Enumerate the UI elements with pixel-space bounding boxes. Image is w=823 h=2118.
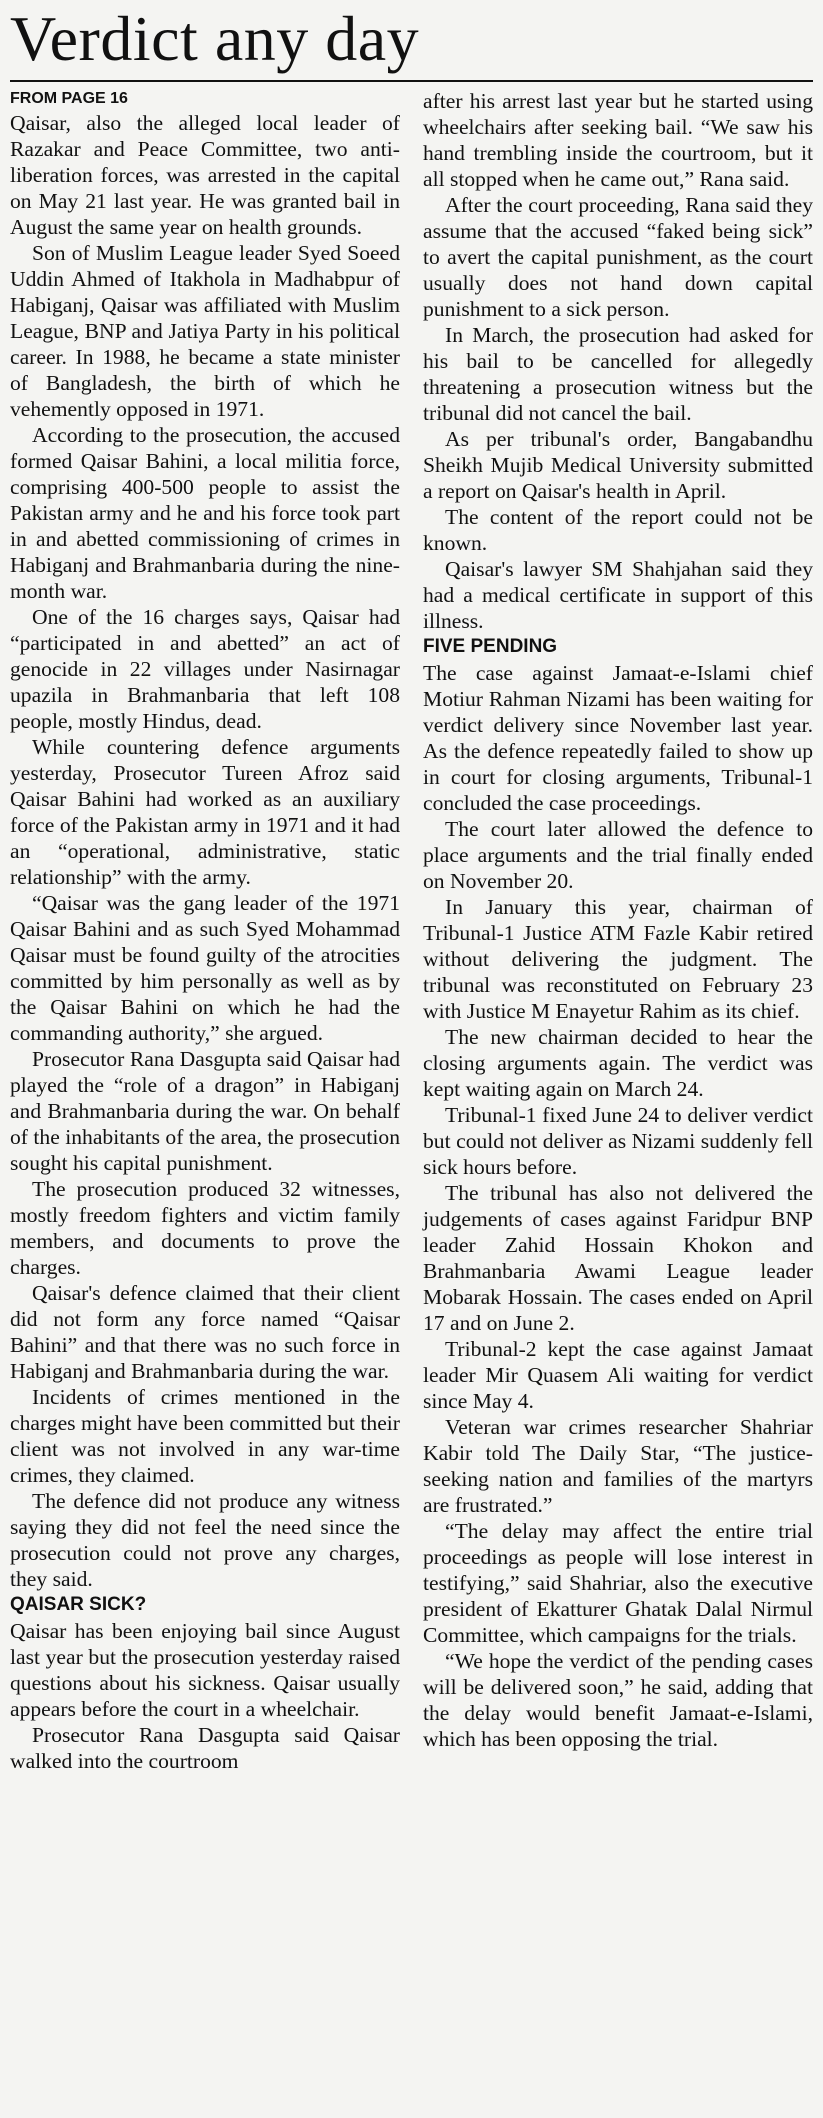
paragraph: Qaisar's defence claimed that their client did not form any force named “Qaisar Bahini” and that there was no such force in Habiganj and Brahmanbaria during the war. bbox=[10, 1281, 400, 1383]
paragraph: “The delay may affect the entire trial proceedings as people will lose interest in testifying,” said Shahriar, also the executive president of Ekatturer Ghatak Dalal Nirmul Committee, which campaigns for the trials. bbox=[423, 1519, 813, 1647]
paragraph: “Qaisar was the gang leader of the 1971 Qaisar Bahini and as such Syed Mohammad Qaisar must be found guilty of the atrocities committed by him personally as well as by the Qaisar Bahini on which he had the commanding authority,” she argued. bbox=[10, 891, 400, 1045]
paragraph: The content of the report could not be known. bbox=[423, 505, 813, 555]
paragraph: “We hope the verdict of the pending cases will be delivered soon,” he said, adding that the delay would benefit Jamaat-e-Islami, which has been opposing the trial. bbox=[423, 1649, 813, 1751]
paragraph: As per tribunal's order, Bangabandhu Sheikh Mujib Medical University submitted a report on Qaisar's health in April. bbox=[423, 427, 813, 503]
subhead-qaisar-sick: QAISAR SICK? bbox=[10, 1594, 147, 1615]
paragraph: The new chairman decided to hear the closing arguments again. The verdict was kept waiting again on March 24. bbox=[423, 1025, 813, 1101]
paragraph: Qaisar's lawyer SM Shahjahan said they had a medical certificate in support of this illness. bbox=[423, 557, 813, 633]
paragraph: The case against Jamaat-e-Islami chief Motiur Rahman Nizami has been waiting for verdict delivery since November last year. As the defence repeatedly failed to show up in court for closing arguments, Tribunal-1 concluded the case proceedings. bbox=[423, 661, 813, 815]
paragraph: Qaisar has been enjoying bail since August last year but the prosecution yesterday raised questions about his sickness. Qaisar usually appears before the court in a wheelchair. bbox=[10, 1619, 400, 1721]
paragraph: In March, the prosecution had asked for his bail to be cancelled for allegedly threatening a prosecution witness but the tribunal did not cancel the bail. bbox=[423, 323, 813, 425]
paragraph: Qaisar, also the alleged local leader of Razakar and Peace Committee, two anti-liberation forces, was arrested in the capital on May 21 last year. He was granted bail in August the same year on health grounds. bbox=[10, 111, 400, 239]
paragraph: Tribunal-2 kept the case against Jamaat leader Mir Quasem Ali waiting for verdict since May 4. bbox=[423, 1337, 813, 1413]
paragraph: While countering defence arguments yesterday, Prosecutor Tureen Afroz said Qaisar Bahini had worked as an auxiliary force of the Pakistan army in 1971 and it had an “operational, administrative, static relationship” with the army. bbox=[10, 735, 400, 889]
paragraph: Son of Muslim League leader Syed Soeed Uddin Ahmed of Itakhola in Madhabpur of Habiganj, Qaisar was affiliated with Muslim League, BNP and Jatiya Party in his political career. In 1988, he became a state minister of Bangladesh, the birth of which he vehemently opposed in 1971. bbox=[10, 241, 400, 421]
paragraph: Prosecutor Rana Dasgupta said Qaisar walked into the courtroom bbox=[10, 1723, 400, 1773]
article-body bbox=[10, 88, 813, 1774]
headline: Verdict any day bbox=[10, 3, 420, 74]
column-2 bbox=[423, 88, 813, 1774]
jump-line: FROM PAGE 16 bbox=[10, 90, 128, 107]
paragraph: after his arrest last year but he started using wheelchairs after seeking bail. “We saw his hand trembling inside the courtroom, but it all stopped when he came out,” Rana said. bbox=[423, 89, 813, 191]
paragraph: After the court proceeding, Rana said they assume that the accused “faked being sick” to avert the capital punishment, as the court usually does not hand down capital punishment to a sick person. bbox=[423, 193, 813, 321]
paragraph: The court later allowed the defence to place arguments and the trial finally ended on November 20. bbox=[423, 817, 813, 893]
paragraph: Incidents of crimes mentioned in the charges might have been committed but their client was not involved in any war-time crimes, they claimed. bbox=[10, 1385, 400, 1487]
paragraph: Prosecutor Rana Dasgupta said Qaisar had played the “role of a dragon” in Habiganj and Brahmanbaria during the war. On behalf of the inhabitants of the area, the prosecution sought his capital punishment. bbox=[10, 1047, 400, 1175]
paragraph: The prosecution produced 32 witnesses, mostly freedom fighters and victim family members, and documents to prove the charges. bbox=[10, 1177, 400, 1279]
paragraph: The defence did not produce any witness saying they did not feel the need since the prosecution could not prove any charges, they said. bbox=[10, 1489, 400, 1591]
paragraph: In January this year, chairman of Tribunal-1 Justice ATM Fazle Kabir retired without delivering the judgment. The tribunal was reconstituted on February 23 with Justice M Enayetur Rahim as its chief. bbox=[423, 895, 813, 1023]
subhead-five-pending: FIVE PENDING bbox=[423, 636, 558, 657]
column-1 bbox=[10, 88, 400, 1774]
paragraph: One of the 16 charges says, Qaisar had “participated in and abetted” an act of genocide in 22 villages under Nasirnagar upazila in Brahmanbaria that left 108 people, mostly Hindus, dead. bbox=[10, 605, 400, 733]
paragraph: Tribunal-1 fixed June 24 to deliver verdict but could not deliver as Nizami suddenly fell sick hours before. bbox=[423, 1103, 813, 1179]
headline-rule bbox=[10, 80, 813, 82]
paragraph: According to the prosecution, the accused formed Qaisar Bahini, a local militia force, comprising 400-500 people to assist the Pakistan army and he and his force took part in and abetted commissioning of crimes in Habiganj and Brahmanbaria during the nine-month war. bbox=[10, 423, 400, 603]
paragraph: Veteran war crimes researcher Shahriar Kabir told The Daily Star, “The justice-seeking nation and families of the martyrs are frustrated.” bbox=[423, 1415, 813, 1517]
paragraph: The tribunal has also not delivered the judgements of cases against Faridpur BNP leader Zahid Hossain Khokon and Brahmanbaria Awami League leader Mobarak Hossain. The cases ended on April 17 and on June 2. bbox=[423, 1181, 813, 1335]
